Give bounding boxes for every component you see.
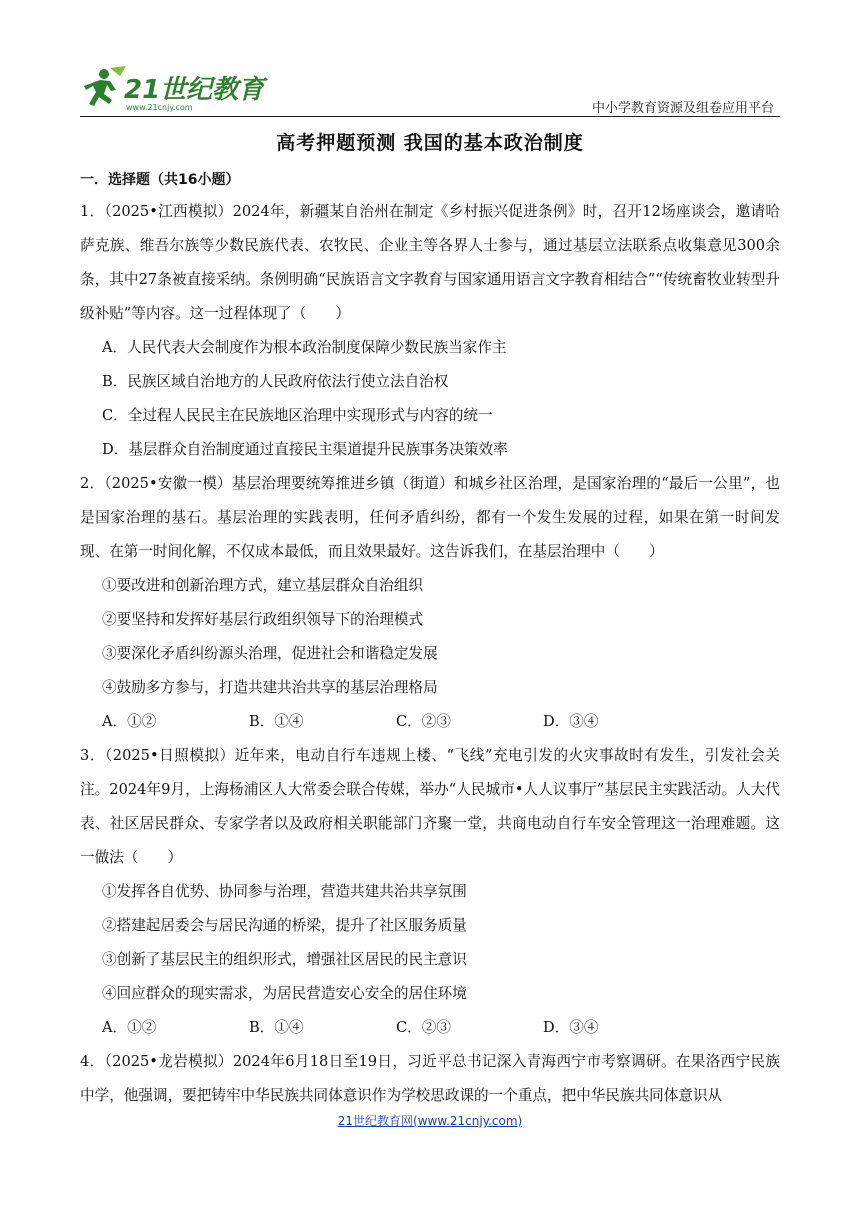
page-header — [0, 0, 860, 118]
question-2-stem: 2．（2025•安徽一模）基层治理要统筹推进乡镇（街道）和城乡社区治理，是国家治理的“最后一公里”，也是国家治理的基石。基层治理的实践表明，任何矛盾纠纷，都有一个发生发展的过程，如果在第一时间发现、在第一时间化解，不仅成本最低，而且效果最好。这告诉我们，在基层治理中（ ） — [80, 475, 780, 560]
question-3-choice-d[interactable]: D．③④ — [543, 1019, 599, 1036]
question-3-choice-b[interactable]: B．①④ — [249, 1019, 304, 1036]
question-3-statement-4: ④回应群众的现实需求，为居民营造安心安全的居住环境 — [102, 985, 467, 1002]
question-2-statement-3: ③要深化矛盾纠纷源头治理，促进社会和谐稳定发展 — [102, 645, 438, 662]
page-title: 高考押题预测 我国的基本政治制度 — [276, 132, 584, 154]
question-3-choice-a[interactable]: A．①② — [102, 1019, 157, 1036]
question-3-statement-1: ①发挥各自优势、协同参与治理，营造共建共治共享氛围 — [102, 883, 467, 900]
question-2-choice-b[interactable]: B．①④ — [249, 713, 304, 730]
question-3-stem: 3．（2025•日照模拟）近年来，电动自行车违规上楼、“飞线”充电引发的火灾事故时有发生，引发社会关注。2024年9月，上海杨浦区人大常委会联合传媒，举办“人民城市•人人议事厅”基层民主实践活动。人大代表、社区居民群众、专家学者以及政府相关职能部门齐聚一堂，共商电动自行车安全管理这一治理难题。这一做法（ ） — [80, 747, 780, 866]
document-body — [80, 128, 780, 1113]
svg-text:www.21cnjy.com: www.21cnjy.com — [126, 103, 193, 112]
question-2-choice-a[interactable]: A．①② — [102, 713, 157, 730]
footer-link[interactable]: 21世纪教育网(www.21cnjy.com) — [337, 1114, 523, 1128]
question-2-choice-d[interactable]: D．③④ — [543, 713, 599, 730]
question-1-option-a[interactable]: A．人民代表大会制度作为根本政治制度保障少数民族当家作主 — [102, 339, 507, 356]
question-3-statement-3: ③创新了基层民主的组织形式，增强社区居民的民主意识 — [102, 951, 467, 968]
question-2-statement-1: ①要改进和创新治理方式，建立基层群众自治组织 — [102, 577, 424, 594]
question-1-option-b[interactable]: B．民族区域自治地方的人民政府依法行使立法自治权 — [102, 373, 449, 390]
platform-label: 中小学教育资源及组卷应用平台 — [591, 101, 774, 116]
question-2-statement-2: ②要坚持和发挥好基层行政组织领导下的治理模式 — [102, 611, 424, 628]
question-3-statement-2: ②搭建起居委会与居民沟通的桥梁，提升了社区服务质量 — [102, 917, 467, 934]
svg-text:21世纪教育: 21世纪教育 — [124, 75, 265, 105]
question-2-choice-c[interactable]: C．②③ — [396, 713, 451, 730]
question-1-stem: 1．（2025•江西模拟）2024年，新疆某自治州在制定《乡村振兴促进条例》时，召开12场座谈会，邀请哈萨克族、维吾尔族等少数民族代表、农牧民、企业主等各界人士参与，通过基层立法联系点收集意见300余条，其中27条被直接采纳。条例明确“民族语言文字教育与国家通用语言文字教育相结合”“传统畜牧业转型升级补贴”等内容。这一过程体现了（ ） — [80, 203, 780, 322]
21cnjy-logo[interactable] — [80, 64, 265, 112]
question-1-option-c[interactable]: C．全过程人民民主在民族地区治理中实现形式与内容的统一 — [102, 407, 493, 424]
question-3-choices — [80, 1011, 780, 1045]
question-2-choices — [80, 705, 780, 739]
question-3-choice-c[interactable]: C．②③ — [396, 1019, 451, 1036]
page-footer — [0, 1112, 860, 1129]
question-1-option-d[interactable]: D．基层群众自治制度通过直接民主渠道提升民族事务决策效率 — [102, 441, 508, 458]
question-2-statement-4: ④鼓励多方参与，打造共建共治共享的基层治理格局 — [102, 679, 438, 696]
section-heading: 一．选择题（共16小题） — [80, 172, 240, 188]
header-divider — [80, 116, 780, 117]
question-4-stem: 4．（2025•龙岩模拟）2024年6月18日至19日，习近平总书记深入青海西宁市考察调研。在果洛西宁民族中学，他强调，要把铸牢中华民族共同体意识作为学校思政课的一个重点，把中华民族共同体意识从 — [80, 1053, 780, 1104]
